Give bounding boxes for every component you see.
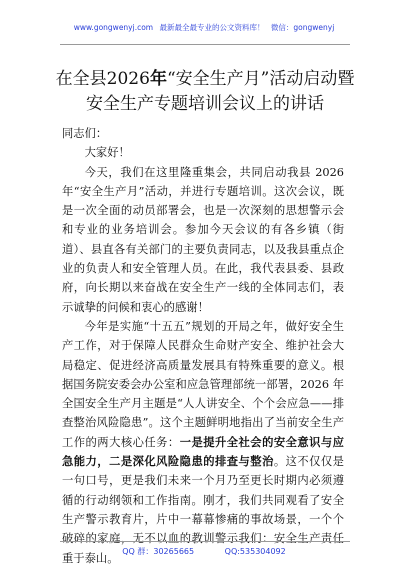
- header-site-link[interactable]: www.gongwenyj.com: [73, 23, 154, 32]
- header-slogan: 最新最全最专业的公文资料库！: [159, 23, 265, 32]
- paragraph-2-text-a: 今年是实施“十五五”规划的开局之年，做好安全生产工作，对于保障人民群众生命财产安全、维护社会大局稳定、促进经济高质量发展具有特殊重要的意义。根据国务院安委会办公室和应急管理部统一部署，2026 年全国安全生产月主题是“人人讲安全、个个会应急——排查整治风险隐患”。这个主题鲜明地指出了当前安全生产工作的两大核心任务：: [62, 319, 344, 449]
- greeting: 大家好！: [84, 146, 130, 160]
- page-header: [0, 22, 408, 33]
- footer-qq: QQ:535304092: [224, 547, 286, 556]
- paragraph-2-emphasis: 一是提升全社会的安全意识与应急能力，二是深化风险隐患的排查与整治: [62, 434, 344, 469]
- title-part-2: 年: [149, 69, 167, 89]
- header-wechat: 微信：gongwenyj: [270, 23, 335, 32]
- paragraph-2-text-c: 。这不仅仅是一句口号，更是我们未来一个月乃至更长时期内必须遵循的行动纲领和工作指南。刚才，我们共同观看了安全生产警示教育片，片中一幕幕惨痛的事故场景，一个个破碎的家庭，无不以血的教训警示我们：安全生产责任重于泰山。: [62, 455, 344, 565]
- title-part-1: 在全县2026: [55, 69, 150, 89]
- document-body: [62, 124, 344, 568]
- paragraph-2: [62, 317, 344, 568]
- footer-divider: [60, 541, 350, 542]
- salutation: 同志们：: [62, 127, 108, 140]
- document-title: [50, 67, 360, 117]
- header-divider: [60, 44, 350, 45]
- paragraph-1: 今天，我们在这里隆重集会，共同启动我县 2026 年“安全生产月”活动，并进行专题培训。这次会议，既是一次全面的动员部署会，也是一次深刻的思想警示会和专业的业务培训会。参加今天会议的有各乡镇（街道）、县直各有关部门的主要负责同志，以及我县重点企业的负责人和安全管理人员。在此，我代表县委、县政府，向长期以来奋战在安全生产一线的全体同志们，表示诚挚的问候和衷心的感谢！: [62, 165, 344, 314]
- page-footer: [0, 546, 408, 557]
- footer-qq-group: QQ 群：30265665: [122, 547, 195, 556]
- title-part-3: “安全生产月”活动启动暨安全生产专题培训会议上的讲话: [86, 69, 355, 114]
